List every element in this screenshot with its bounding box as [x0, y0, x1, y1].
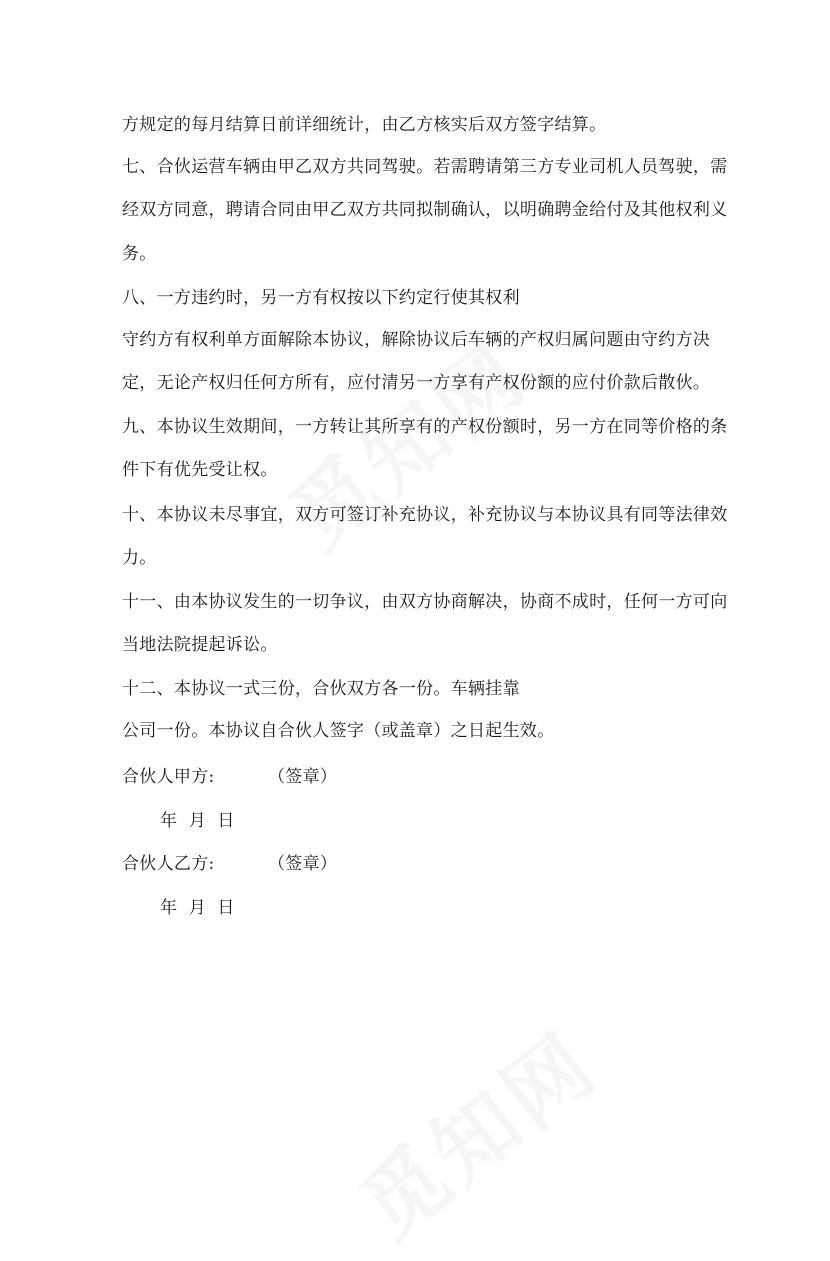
- paragraph-line: 力。: [122, 548, 157, 568]
- paragraph-line: 方规定的每月结算日前详细统计，由乙方核实后双方签字结算。: [122, 115, 607, 135]
- party-a-label: 合伙人甲方:: [122, 767, 215, 787]
- paragraph-line: 十一、由本协议发生的一切争议，由双方协商解决，协商不成时，任何一方可向: [122, 592, 728, 612]
- paragraph-line: 九、本协议生效期间，一方转让其所享有的产权份额时，另一方在同等价格的条: [122, 417, 728, 437]
- paragraph-line: 守约方有权利单方面解除本协议，解除协议后车辆的产权归属问题由守约方决: [122, 330, 711, 350]
- party-a-date: 年 月 日: [160, 811, 235, 831]
- paragraph-line: 十、本协议未尽事宜，双方可签订补充协议，补充协议与本协议具有同等法律效: [122, 505, 728, 525]
- section-heading: 八、一方违约时，另一方有权按以下约定行使其权利: [122, 288, 520, 308]
- party-b-label: 合伙人乙方:: [122, 854, 215, 874]
- paragraph-line: 十二、本协议一式三份，合伙双方各一份。车辆挂靠: [122, 679, 520, 699]
- paragraph-line: 当地法院提起诉讼。: [122, 635, 278, 655]
- paragraph-line: 经双方同意，聘请合同由甲乙双方共同拟制确认，以明确聘金给付及其他权利义: [122, 200, 728, 220]
- paragraph-line: 定，无论产权归任何方所有，应付清另一方享有产权份额的应付价款后散伙。: [122, 373, 711, 393]
- paragraph-line: 件下有优先受让权。: [122, 460, 278, 480]
- party-b-date: 年 月 日: [160, 898, 235, 918]
- party-b-seal: （签章）: [268, 854, 338, 874]
- paragraph-line: 七、合伙运营车辆由甲乙双方共同驾驶。若需聘请第三方专业司机人员驾驶，需: [122, 157, 728, 177]
- paragraph-line: 务。: [122, 244, 157, 264]
- party-a-seal: （签章）: [268, 767, 338, 787]
- watermark: [331, 1000, 618, 1261]
- paragraph-line: 公司一份。本协议自合伙人签字（或盖章）之日起生效。: [122, 721, 555, 741]
